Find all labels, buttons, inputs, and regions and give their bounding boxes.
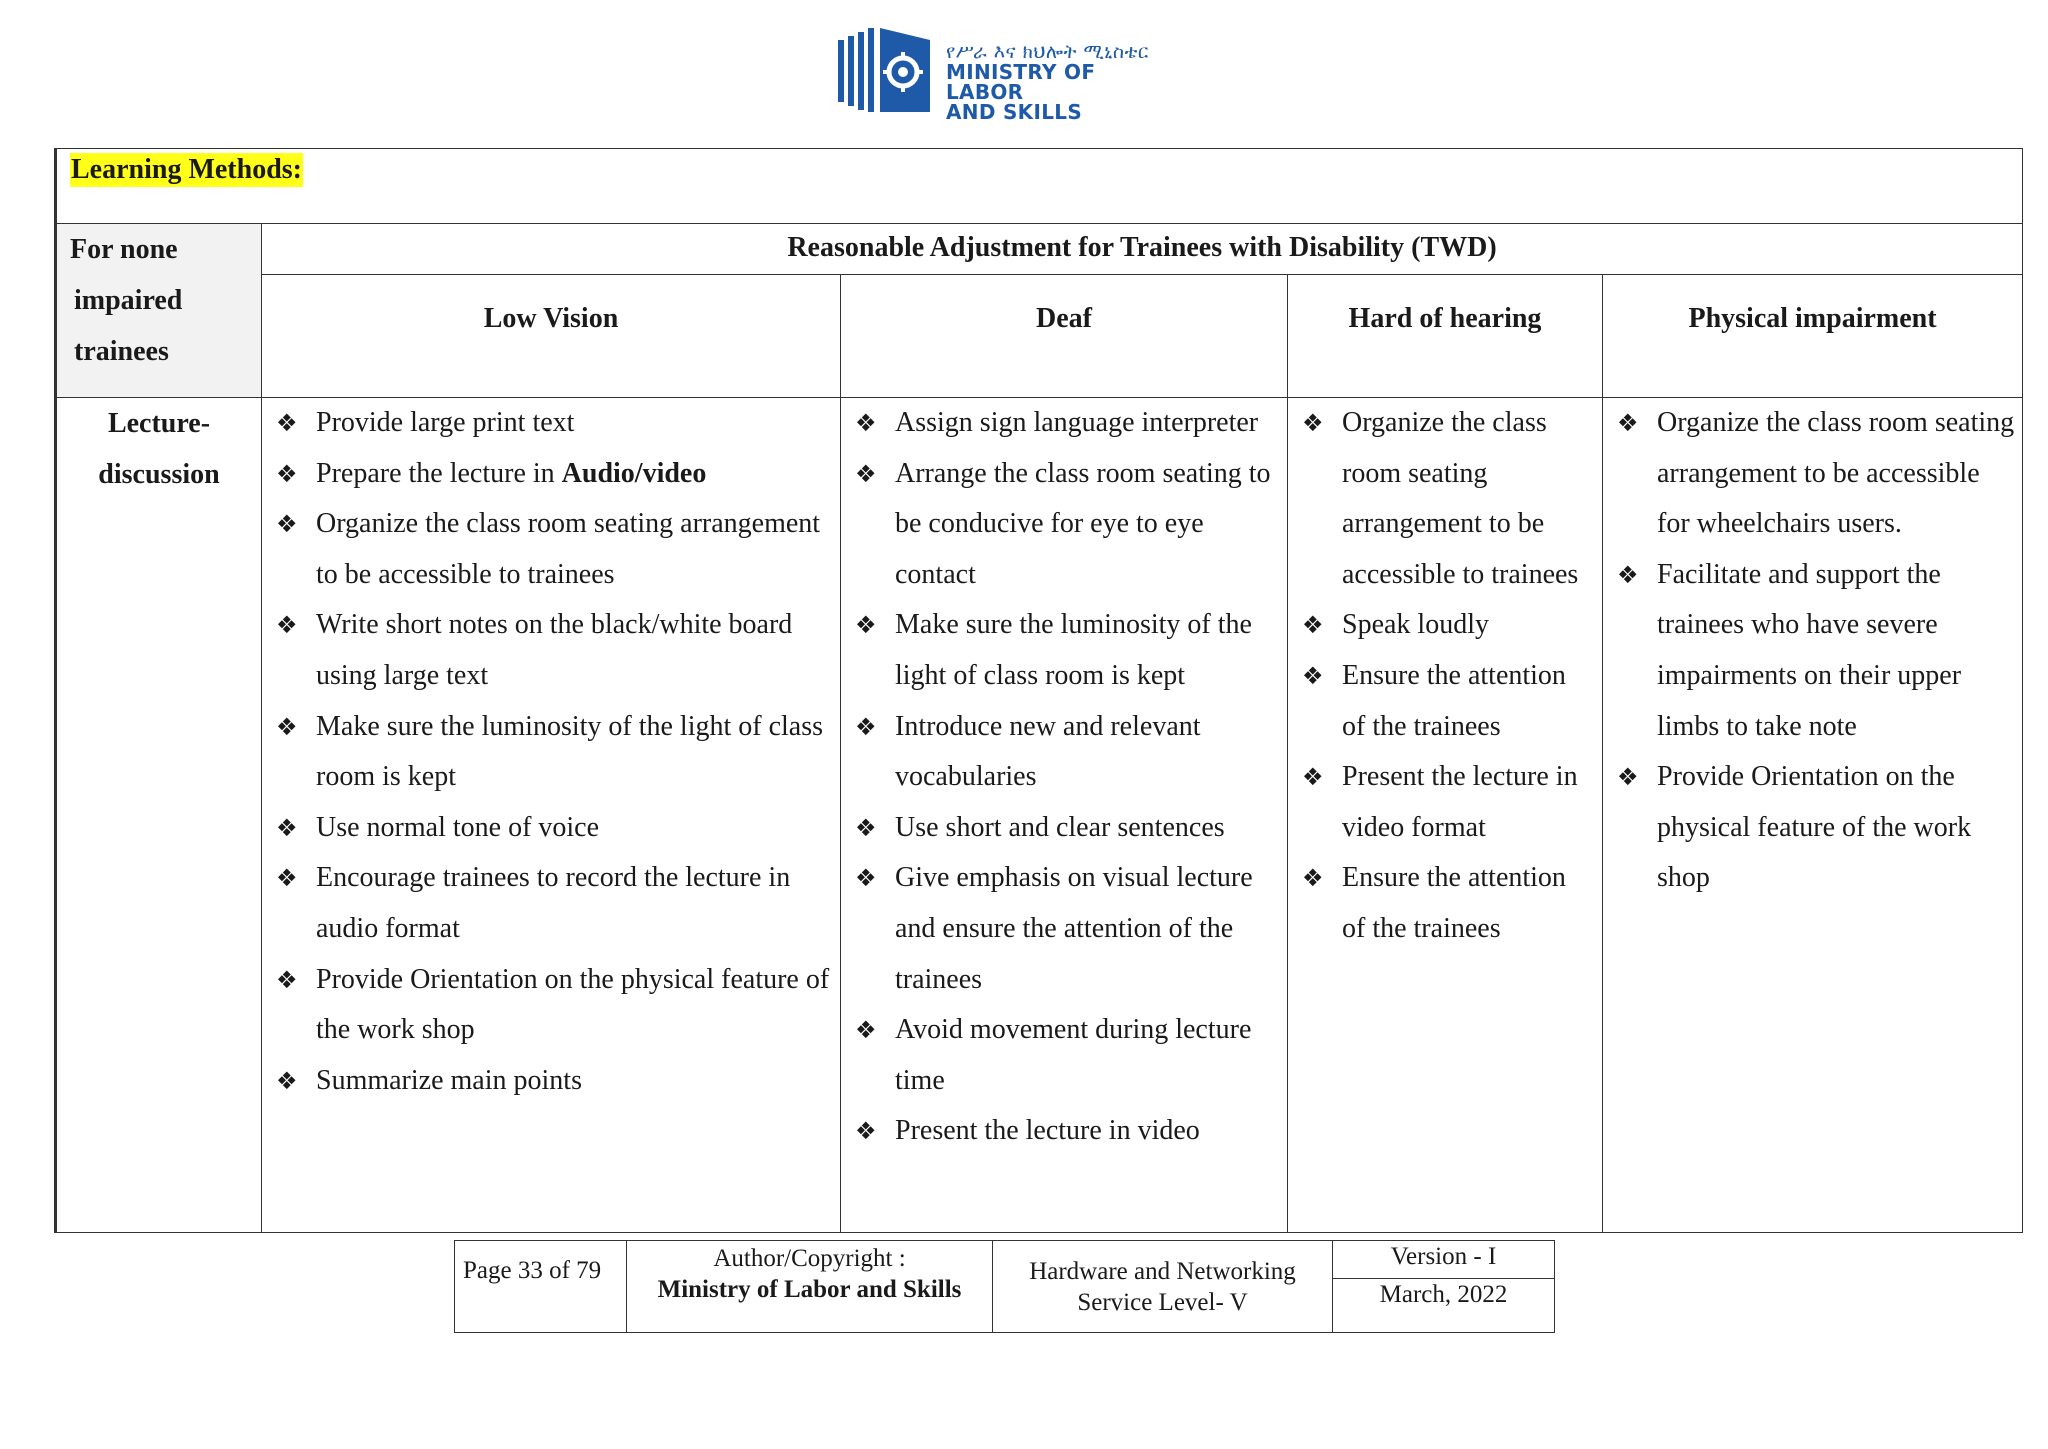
list-item: ❖ Present the lecture in video	[855, 1115, 1200, 1147]
deaf-list	[841, 398, 1287, 1157]
for-none-line1: For none	[70, 234, 178, 265]
method-lecture-discussion	[56, 398, 262, 1233]
author-name: Ministry of Labor and Skills	[657, 1276, 962, 1303]
date-label: March, 2022	[1333, 1279, 1555, 1333]
list-item: ❖ Organize the class room seating arrangement to be accessible to trainees	[1302, 407, 1579, 590]
list-item: ❖ Provide large print text	[276, 407, 575, 438]
deaf-cell	[841, 398, 1288, 1233]
for-none-impaired-header	[56, 224, 262, 398]
list-item: ❖ Ensure the attention of the trainees	[1302, 862, 1566, 944]
learning-methods-label: Learning Methods:	[71, 154, 302, 185]
list-item: ❖ Avoid movement during lecture time	[855, 1014, 1252, 1096]
hard-of-hearing-list	[1288, 398, 1602, 955]
list-item: ❖ Use short and clear sentences	[855, 811, 1225, 843]
author-label: Author/Copyright :	[713, 1245, 906, 1272]
list-item: ❖ Make sure the luminosity of the light of class room is kept	[276, 710, 824, 793]
course-title	[993, 1241, 1333, 1333]
reasonable-adjustment-title: Reasonable Adjustment for Trainees with Disability (TWD)	[787, 232, 1497, 263]
page-footer	[454, 1240, 1555, 1333]
version-label: Version - I	[1333, 1241, 1555, 1279]
list-item: ❖ Introduce new and relevant vocabularies	[855, 710, 1201, 793]
list-item: ❖ Give emphasis on visual lecture and ensure the attention of the trainees	[855, 862, 1253, 995]
low-vision-cell	[262, 398, 841, 1233]
list-item: ❖ Provide Orientation on the physical feature of the work shop	[1617, 761, 1972, 894]
list-item: ❖ Speak loudly	[1302, 609, 1489, 641]
list-item: ❖ Assign sign language interpreter	[855, 407, 1259, 438]
list-item: ❖ Encourage trainees to record the lecture in audio format	[276, 862, 791, 944]
reasonable-adjustment-header	[262, 224, 2023, 275]
list-item: ❖ Write short notes on the black/white board using large text	[276, 609, 793, 691]
ministry-emblem-icon	[838, 28, 942, 112]
column-header-hard-of-hearing: Hard of hearing	[1288, 275, 1603, 398]
page-number: Page 33 of 79	[455, 1241, 627, 1333]
list-item: ❖ Ensure the attention of the trainees	[1302, 659, 1566, 742]
logo-name-line1: MINISTRY OF LABOR	[946, 60, 1096, 104]
list-item: ❖ Provide Orientation on the physical feature of the work shop	[276, 963, 830, 1046]
list-item: ❖ Use normal tone of voice	[276, 811, 600, 843]
learning-methods-header-cell	[56, 149, 2023, 224]
logo-name-line2: AND SKILLS	[946, 100, 1083, 124]
for-none-line3: trainees	[74, 336, 169, 367]
physical-impairment-list	[1603, 398, 2022, 904]
list-item: ❖ Arrange the class room seating to be conducive for eye to eye contact	[855, 457, 1271, 590]
author-copyright	[627, 1241, 993, 1333]
ministry-logo	[838, 28, 1178, 124]
physical-impairment-cell	[1603, 398, 2023, 1233]
list-item: ❖ Facilitate and support the trainees who have severe impairments on their upper limbs to take note	[1617, 558, 1962, 742]
list-item: ❖ Summarize main points	[276, 1064, 582, 1096]
low-vision-list	[262, 398, 840, 1106]
method-line2: discussion	[98, 459, 220, 490]
hard-of-hearing-cell	[1288, 398, 1603, 1233]
learning-methods-table	[54, 148, 2023, 1233]
column-header-low-vision: Low Vision	[262, 275, 841, 398]
list-item: ❖ Present the lecture in video format	[1302, 761, 1578, 843]
method-line1: Lecture-	[107, 408, 211, 439]
list-item: ❖ Prepare the lecture in Audio/video	[276, 457, 707, 489]
logo-amharic-name: የሥራ እና ክህሎት ሚኒስቴር	[946, 41, 1149, 63]
for-none-line2: impaired	[74, 285, 183, 316]
column-header-deaf: Deaf	[841, 275, 1288, 398]
list-item: ❖ Make sure the luminosity of the light of class room is kept	[855, 609, 1252, 691]
list-item: ❖ Organize the class room seating arrangement to be accessible for wheelchairs users.	[1617, 407, 2015, 540]
course-line2: Service Level- V	[1077, 1288, 1248, 1316]
column-header-physical-impairment: Physical impairment	[1603, 275, 2023, 398]
list-item: ❖ Organize the class room seating arrangement to be accessible to trainees	[276, 508, 821, 590]
course-line1: Hardware and Networking	[1029, 1257, 1296, 1285]
